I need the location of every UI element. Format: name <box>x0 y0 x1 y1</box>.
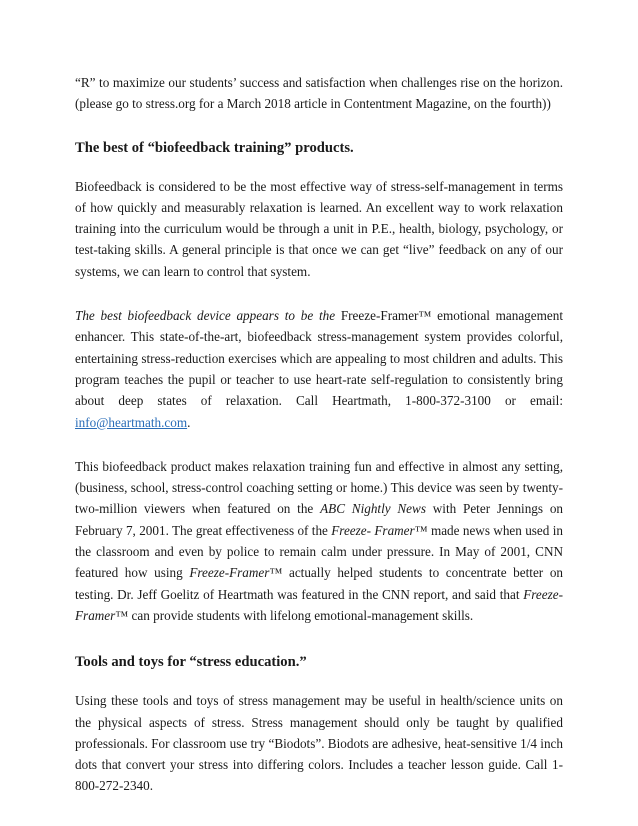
intro-paragraph: “R” to maximize our students’ success and satisfaction when challenges rise on the horizon. (please go to stress.org for a March 2018 article in Contentment Magazine, on the fourth)) <box>75 75 563 112</box>
email-link[interactable]: info@heartmath.com <box>75 414 188 430</box>
text-run: ™ made news when used in the classroom and even by police to remain calm under pressure. In May of 2001, CNN featured how using <box>75 522 563 581</box>
section-heading-tools: Tools and toys for “stress education.” <box>75 654 307 671</box>
product-paragraph <box>75 456 563 626</box>
freeze-framer-body: Freeze-Framer™ emotional management enhancer. This state-of-the-art, biofeedback stress-management system provides colorful, entertaining stress-reduction exercises which are appealing to most children and adults. This program teaches the pupil or teacher to use heart-rate self-regulation to consistently bring about deep states of relaxation. Call Heartmath, 1-800-372-3100 or email: <box>75 308 563 409</box>
product-name: Freeze-Framer <box>189 565 270 581</box>
text-run: ™ can provide students with lifelong emotional-management skills. <box>115 607 474 623</box>
document-page <box>75 72 563 797</box>
product-name: Freeze-Framer <box>75 586 563 623</box>
freeze-framer-paragraph <box>75 305 563 433</box>
tools-paragraph: Using these tools and toys of stress management may be useful in health/science units on the physical aspects of stress. Stress management should only be taught by qualified professionals. For classroom use try “Biodots”. Biodots are adhesive, heat-sensitive 1/4 inch dots that convert your stress into differing colors. Includes a teacher lesson guide. Call 1-800-272-2340. <box>75 693 563 794</box>
text-run: with Peter Jennings on February 7, 2001. The great effectiveness of the <box>75 501 564 538</box>
biofeedback-paragraph: Biofeedback is considered to be the most effective way of stress-self-management in terms of how quickly and measurably relaxation is learned. An excellent way to work relaxation training into the curriculum would be through a unit in P.E., health, biology, psychology, or test-taking skills. A general principle is that once we can get “live” feedback on any of our systems, we can learn to control that system. <box>75 178 563 279</box>
italic-lead: The best biofeedback device appears to be the <box>75 308 336 324</box>
abc-news-title: ABC Nightly News <box>320 501 426 517</box>
section-heading-biofeedback: The best of “biofeedback training” products. <box>75 139 354 156</box>
sentence-end: . <box>187 414 191 430</box>
text-run: ™ actually helped students to concentrate better on testing. Dr. Jeff Goelitz of Heartmath was featured in the CNN report, and said that <box>75 565 564 602</box>
text-run: This biofeedback product makes relaxation training fun and effective in almost any setting, (business, school, stress-control coaching setting or home.) This device was seen by twenty-two-million viewers when featured on the <box>75 458 563 517</box>
product-name: Freeze- Framer <box>331 522 415 538</box>
